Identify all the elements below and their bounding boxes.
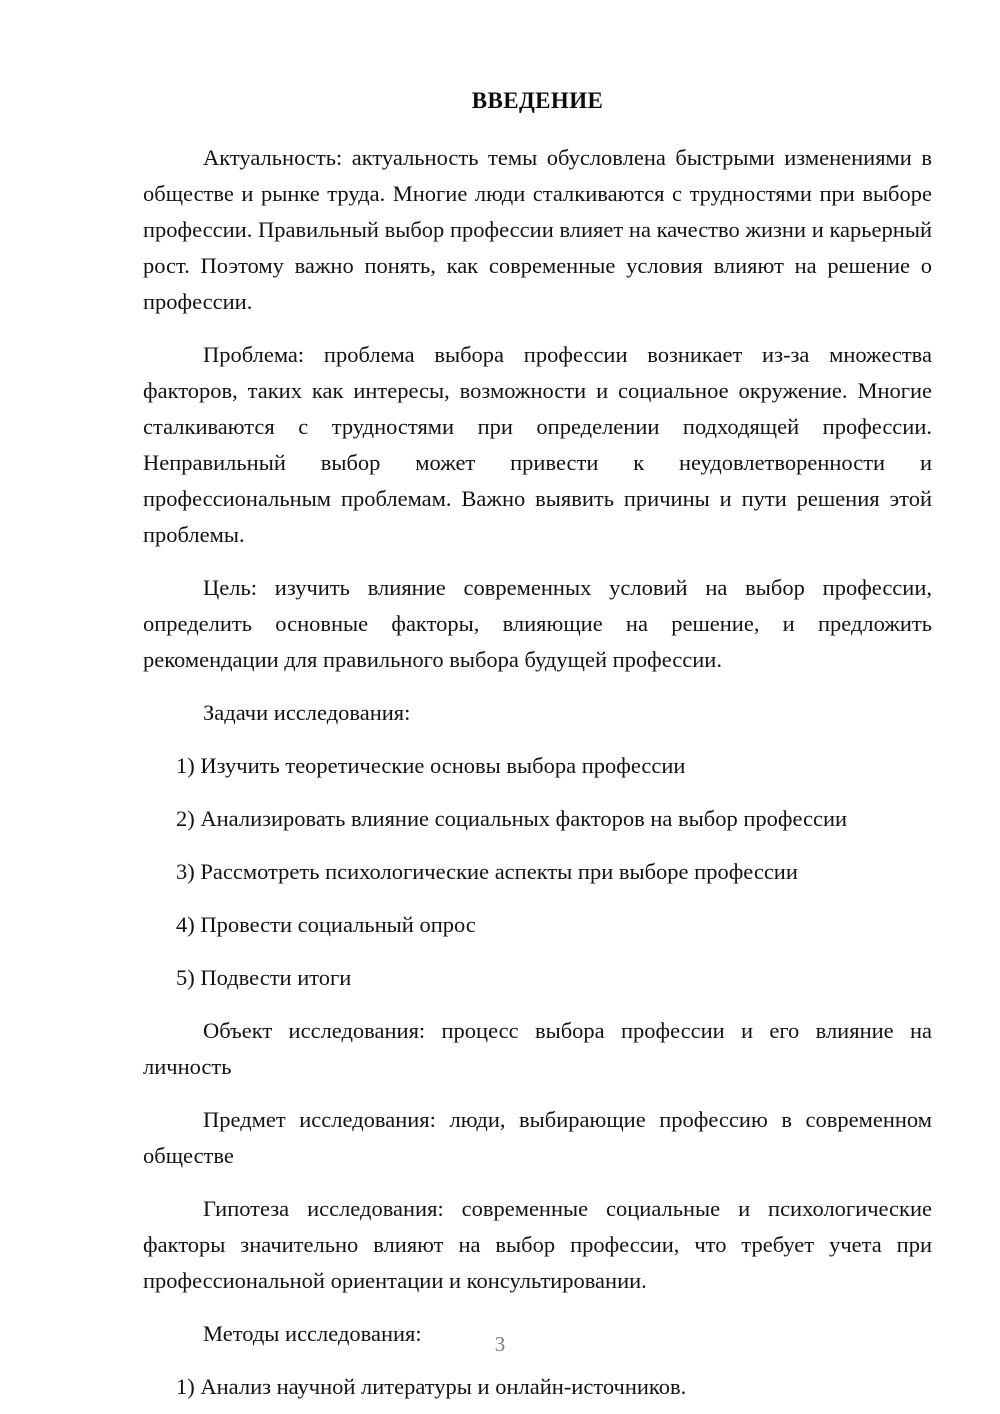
list-item: 1) Анализ научной литературы и онлайн-источников. (176, 1374, 687, 1399)
list-item: 3) Рассмотреть психологические аспекты при выборе профессии (176, 859, 798, 884)
paragraph-relevance: Актуальность: актуальность темы обусловлена быстрыми изменениями в обществе и рынке труда. Многие люди сталкиваются с трудностями при выборе профессии. Правильный выбор профессии влияет на качество жизни и карьерный рост. Поэтому важно понять, как современные условия влияют на решение о профессии. (143, 145, 932, 314)
paragraph-goal: Цель: изучить влияние современных условий на выбор профессии, определить основные факторы, влияющие на решение, и предложить рекомендации для правильного выбора будущей профессии. (143, 575, 932, 672)
list-item: 1) Изучить теоретические основы выбора профессии (176, 753, 686, 778)
document-body (143, 88, 932, 1414)
tasks-heading: Задачи исследования: (203, 700, 411, 725)
methods-heading: Методы исследования: (203, 1321, 422, 1346)
page-number: 3 (494, 1332, 506, 1356)
paragraph-object: Объект исследования: процесс выбора профессии и его влияние на личность (143, 1018, 932, 1079)
list-item: 2) Анализировать влияние социальных факторов на выбор профессии (176, 806, 848, 831)
page-title: ВВЕДЕНИЕ (471, 88, 604, 113)
paragraph-hypothesis: Гипотеза исследования: современные социальные и психологические факторы значительно влияют на выбор профессии, что требует учета при профессиональной ориентации и консультировании. (143, 1196, 932, 1293)
paragraph-problem: Проблема: проблема выбора профессии возникает из-за множества факторов, таких как интересы, возможности и социальное окружение. Многие сталкиваются с трудностями при определении подходящей профессии. Неправильный выбор может привести к неудовлетворенности и профессиональным проблемам. Важно выявить причины и пути решения этой проблемы. (143, 342, 932, 547)
list-item: 4) Провести социальный опрос (176, 912, 476, 937)
paragraph-subject: Предмет исследования: люди, выбирающие профессию в современном обществе (143, 1107, 932, 1168)
list-item: 5) Подвести итоги (176, 965, 352, 990)
